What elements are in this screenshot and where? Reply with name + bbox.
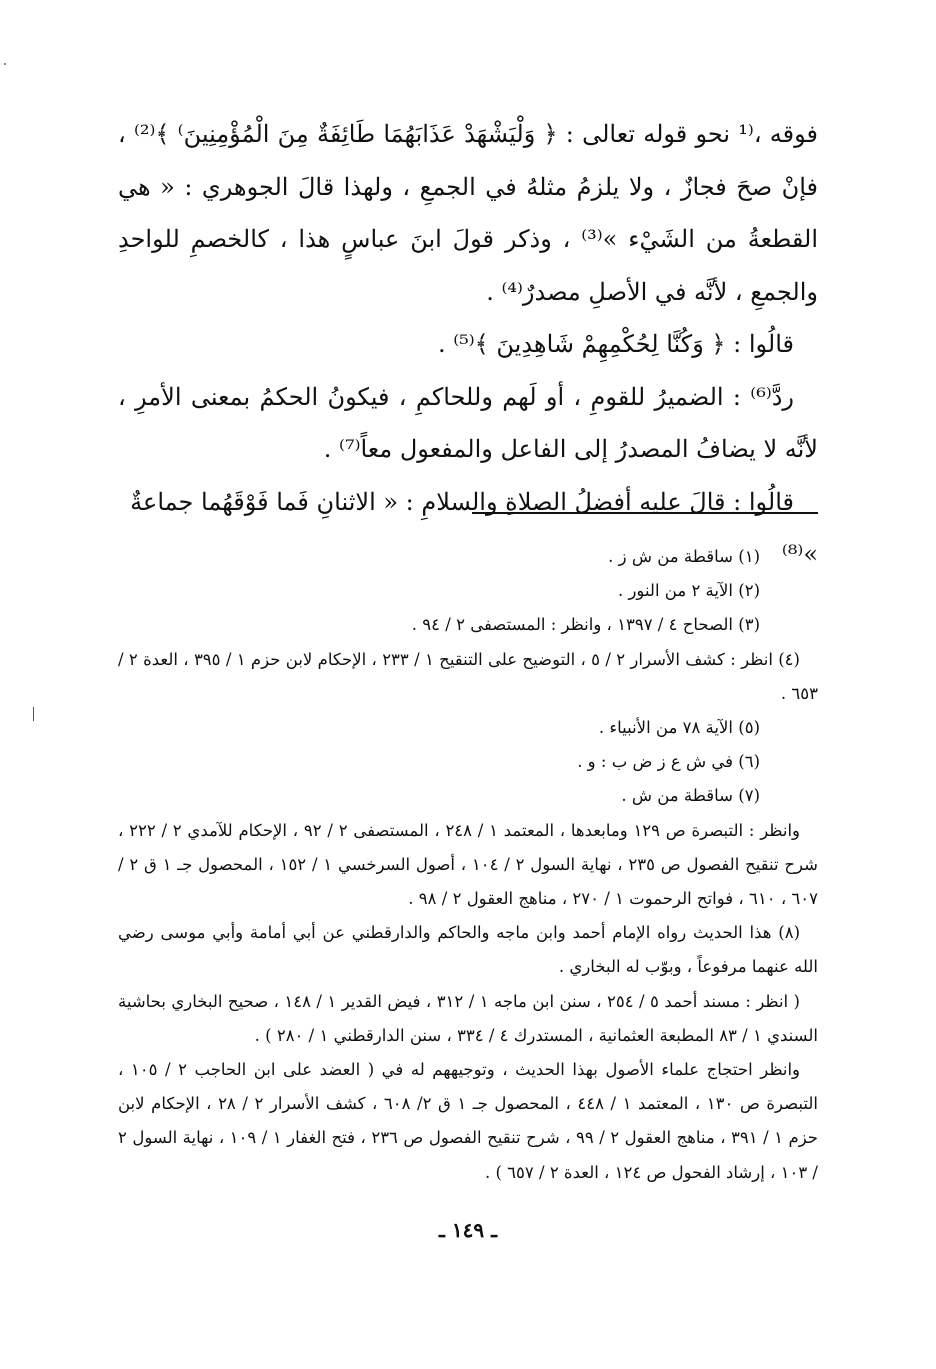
footnote-1: (١) ساقطة من ش ز .	[608, 547, 760, 566]
main-text	[118, 108, 818, 581]
paragraph-1: فوقه ،⁽¹ نحو قوله تعالى : ﴿ وَلْيَشْهَدْ عَذَابَهُمَا طَائِفَةٌ مِنَ الْمُؤْمِنِينَ⁾ ﴾⁽²⁾ ، فإنْ صحَ فجازٌ ، ولا يلزمُ مثلهُ في الجمعِ ، ولهذا قالَ الجوهري : « هي القطعةُ من الشَيْء »⁽³⁾ ، وذكر قولَ ابنَ عباسٍ هذا ، كالخصمِ للواحدِ والجمعِ ، لأنَّه في الأصلِ مصدرٌ⁽⁴⁾ .	[118, 120, 818, 306]
page-number: ـ ١٤٩ ـ	[439, 1218, 497, 1242]
footnote-7: (٧) ساقطة من ش .	[621, 786, 760, 806]
paragraph-2: قالُوا : ﴿ وَكُنَّا لِحُكْمِهِمْ شَاهِدِينَ ﴾⁽⁵⁾ .	[438, 330, 794, 358]
footnote-6: (٦) في ش ع ز ض ب : و .	[577, 752, 760, 772]
footnotes	[118, 540, 818, 1190]
footnote-7-references: وانظر : التبصرة ص ١٢٩ ومابعدها ، المعتمد ١ / ٢٤٨ ، المستصفى ٢ / ٩٢ ، الإحكام للآمدي ٢ / ٢٢٢ ، شرح تنقيح الفصول ص ٢٣٥ ، نهاية السول ٢ / ١٠٤ ، أصول السرخسي ١ / ١٥٢ ، المحصول جـ ١ ق ٢ / ٦٠٧ ، ٦١٠ ، فواتح الرحموت ١ / ٢٧٠ ، مناهج العقول ٢ / ٩٨ .	[118, 820, 818, 909]
footnote-3: (٣) الصحاح ٤ / ١٣٩٧ ، وانظر : المستصفى ٢ / ٩٤ .	[411, 615, 760, 635]
footnote-4: (٤) انظر : كشف الأسرار ٢ / ٥ ، التوضيح على التنقيح ١ / ٢٣٣ ، الإحكام لابن حزم ١ / ٣٩٥ ، العدة ٢ / ٦٥٣ .	[118, 649, 818, 703]
footnote-2: (٢) الآية ٢ من النور .	[617, 581, 760, 601]
footnote-8-references: وانظر احتجاج علماء الأصول بهذا الحديث ، وتوجيههم له في ( العضد على ابن الحاجب ٢ / ١٠٥ ، التبصرة ص ١٣٠ ، المعتمد ١ / ٤٤٨ ، المحصول جـ ١ ق ٢/ ٦٠٨ ، كشف الأسرار ٢ / ٢٨ ، الإحكام لابن حزم ١ / ٣٩١ ، مناهج العقول ٢ / ٩٩ ، شرح تنقيح الفصول ص ٢٣٦ ، فتح الغفار ١ / ١٠٩ ، نهاية السول ٢ / ١٠٣ ، إرشاد الفحول ص ١٢٤ ، العدة ٢ / ٦٥٧ ) .	[118, 1060, 818, 1182]
scan-mark	[4, 63, 6, 65]
margin-mark	[33, 707, 34, 721]
footnote-8-sources: ( انظر : مسند أحمد ٥ / ٢٥٤ ، سنن ابن ماجه ١ / ٣١٢ ، فيض القدير ١ / ١٤٨ ، صحيح البخاري بحاشية السندي ١ / ٨٣ المطبعة العثمانية ، المستدرك ٤ / ٣٣٤ ، سنن الدارقطني ١ / ٢٨٠ ) .	[118, 991, 818, 1045]
footnote-8: (٨) هذا الحديث رواه الإمام أحمد وابن ماجه والحاكم والدارقطني عن أبي أمامة وأبي موسى رضي الله عنهما مرفوعاً ، وبوّب له البخاري .	[118, 923, 818, 977]
paragraph-3: ردَّ⁽⁶⁾ : الضميرُ للقومِ ، أو لَهم وللحاكمِ ، فيكونُ الحكمُ بمعنى الأمرِ ، لأنَّه لا يضافُ المصدرُ إلى الفاعل والمفعول معاً⁽⁷⁾ .	[118, 382, 818, 463]
footnote-5: (٥) الآية ٧٨ من الأنبياء .	[598, 718, 760, 738]
paragraph-4: قالُوا : قالَ عليه أفضلُ الصلاةِ والسلامِ : « الاثنانِ فَما فَوْقَهُما جماعةٌ »⁽⁸⁾	[130, 487, 818, 568]
footnote-separator	[472, 512, 818, 514]
